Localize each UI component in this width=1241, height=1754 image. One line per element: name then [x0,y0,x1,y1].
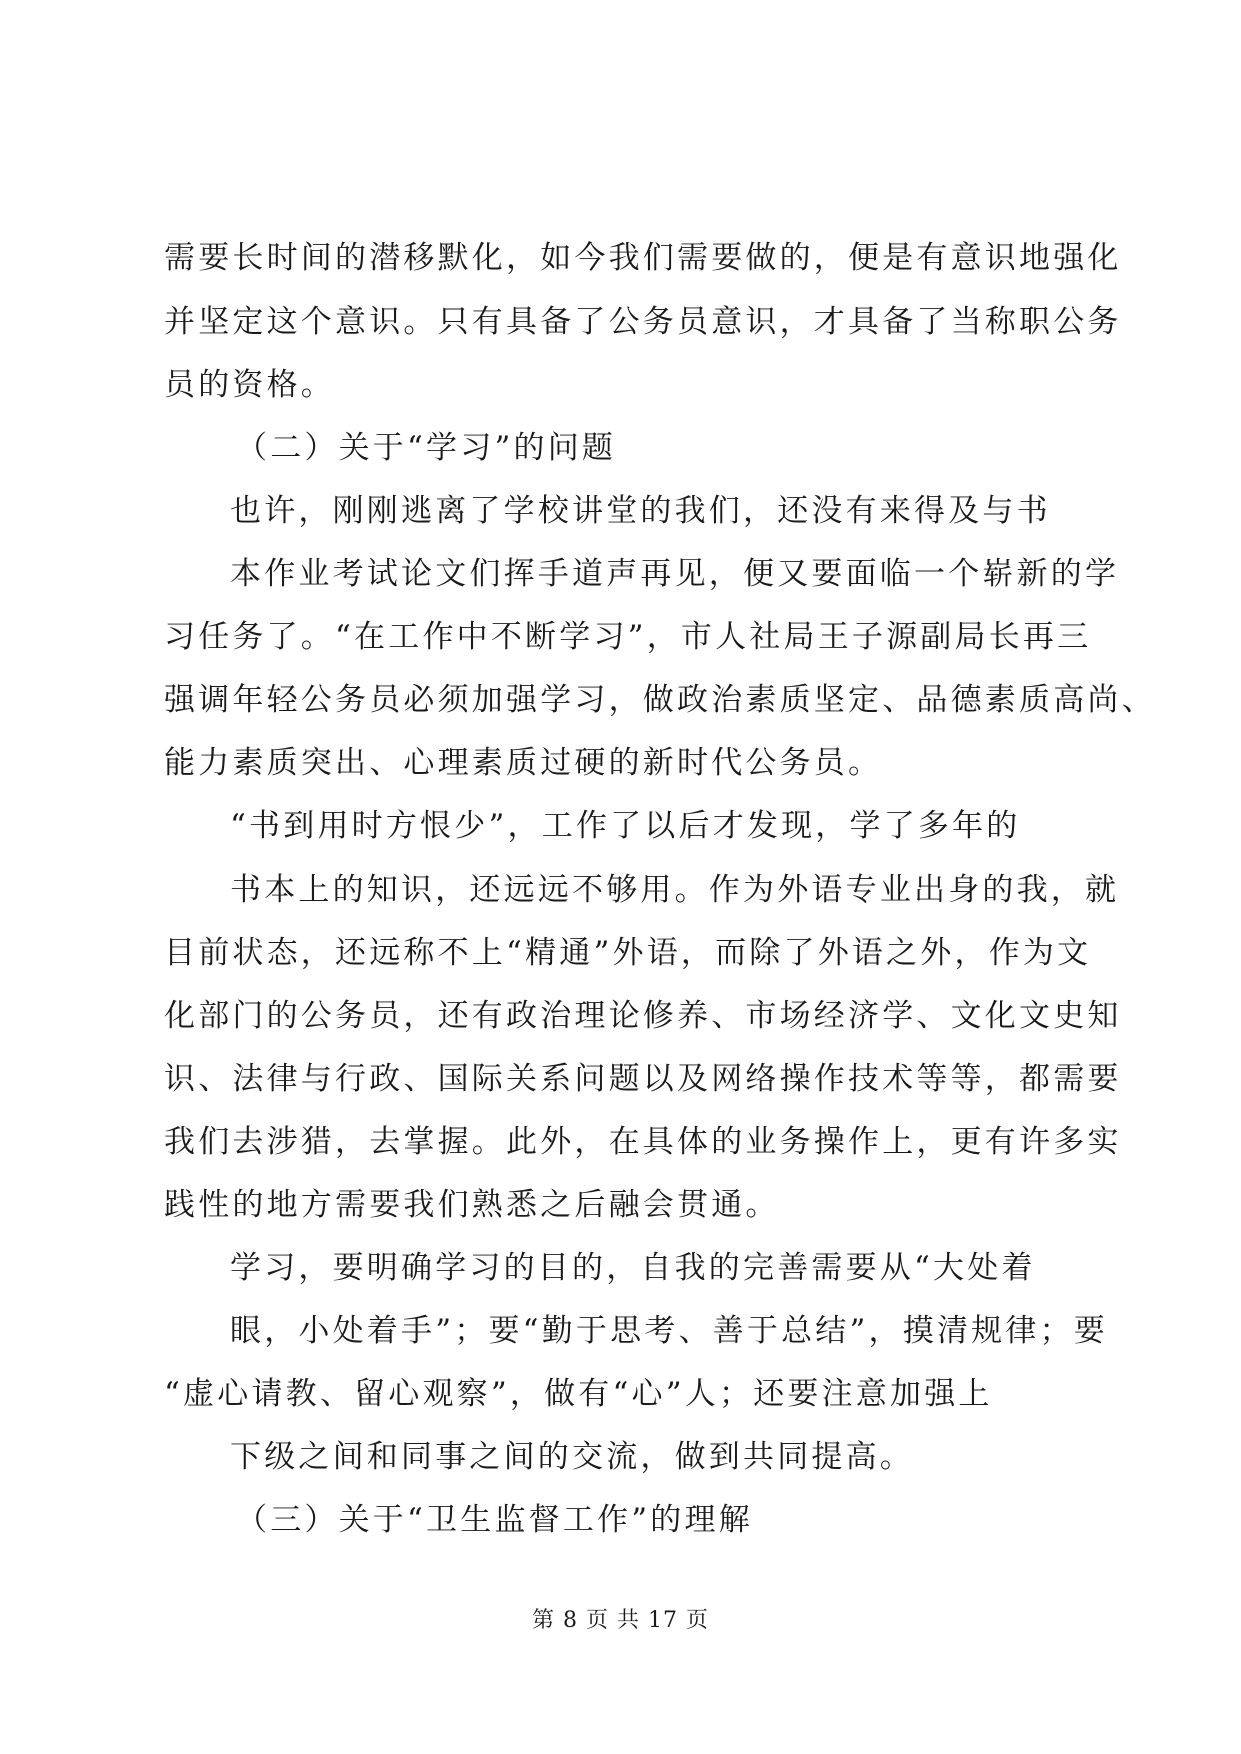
section-heading-2: （二）关于“学习”的问题 [236,430,617,466]
body-line-10: “书到用时方恨少”，工作了以后才发现，学了多年的 [230,808,1021,844]
body-line-17: 学习，要明确学习的目的，自我的完善需要从“大处着 [230,1250,1036,1286]
body-line-14: 识、法律与行政、国际关系问题以及网络操作技术等等，都需要 [164,1061,1122,1097]
body-line-6: 本作业考试论文们挥手道声再见，便又要面临一个崭新的学 [230,556,1120,592]
body-line-2: 并坚定这个意识。只有具备了公务员意识，才具备了当称职公务 [164,304,1122,340]
body-line-9: 能力素质突出、心理素质过硬的新时代公务员。 [164,745,883,781]
body-line-7: 习任务了。“在工作中不断学习”，市人社局王子源副局长再三 [164,619,1092,655]
body-line-13: 化部门的公务员，还有政治理论修养、市场经济学、文化文史知 [164,998,1122,1034]
section-heading-3: （三）关于“卫生监督工作”的理解 [236,1502,753,1538]
body-line-5: 也许，刚刚逃离了学校讲堂的我们，还没有来得及与书 [230,493,1051,529]
body-line-12: 目前状态，还远称不上“精通”外语，而除了外语之外，作为文 [164,935,1092,971]
body-line-18: 眼，小处着手”；要“勤于思考、善于总结”，摸清规律；要 [230,1313,1108,1349]
body-line-15: 我们去涉猎，去掌握。此外，在具体的业务操作上，更有许多实 [164,1124,1122,1160]
body-line-19: “虚心请教、留心观察”，做有“心”人；还要注意加强上 [164,1376,993,1412]
body-line-16: 践性的地方需要我们熟悉之后融会贯通。 [164,1187,780,1223]
body-line-1: 需要长时间的潜移默化，如今我们需要做的，便是有意识地强化 [164,240,1122,276]
page-number-footer: 第 8 页 共 17 页 [532,1608,709,1633]
body-line-8: 强调年轻公务员必须加强学习，做政治素质坚定、品德素质高尚、 [164,682,1156,718]
body-line-11: 书本上的知识，还远远不够用。作为外语专业出身的我，就 [230,872,1120,908]
body-line-3: 员的资格。 [164,367,335,403]
body-line-20: 下级之间和同事之间的交流，做到共同提高。 [230,1439,914,1475]
